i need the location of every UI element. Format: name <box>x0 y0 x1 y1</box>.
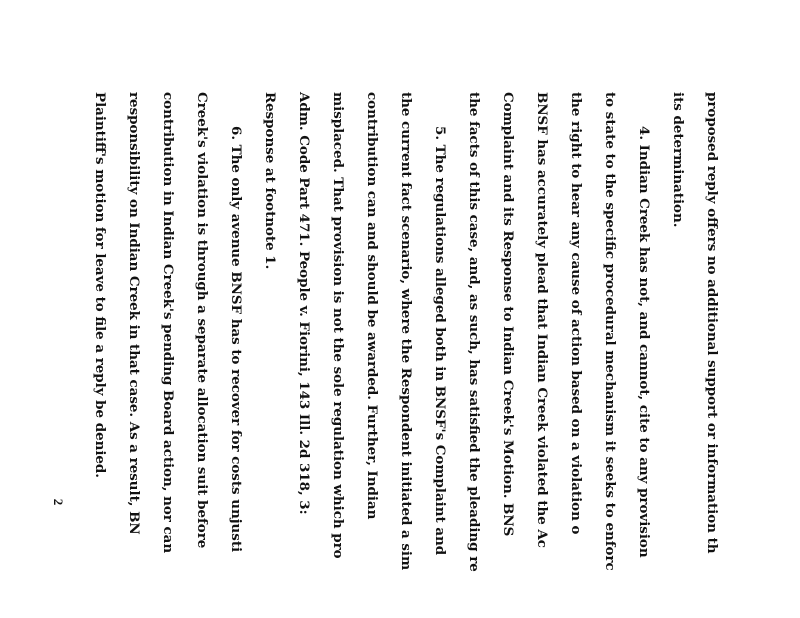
text-line: 4. Indian Creek has not, and cannot, cite to any provision <box>636 126 652 558</box>
text-line: the current fact scenario, where the Respondent initiated a sim <box>398 92 414 571</box>
text-line: Response at footnote 1. <box>262 92 278 270</box>
text-line: Complaint and its Response to Indian Creek's Motion. BNS <box>500 92 516 537</box>
text-line: Creek's violation is through a separate allocation suit before <box>194 92 210 549</box>
text-line: proposed reply offers no additional support or information th <box>704 92 720 554</box>
text-line: BNSF has accurately plead that Indian Creek violated the Ac <box>534 92 550 548</box>
text-line: contribution can and should be awarded. Further, Indian <box>364 92 380 520</box>
text-line: 5. The regulations alleged both in BNSF's Complaint and <box>432 126 448 556</box>
text-line: responsibility on Indian Creek in that case. As a result, BN <box>126 92 142 535</box>
text-line: to state to the specific procedural mechanism it seeks to enforc <box>602 92 618 571</box>
text-line: 6. The only avenue BNSF has to recover for costs unjusti <box>228 126 244 553</box>
text-line: Adm. Code Part 471. People v. Fiorini, 143 Ill. 2d 318, 3: <box>296 92 312 515</box>
text-line: contribution in Indian Creek's pending Board action, nor can <box>160 92 176 554</box>
text-line: its determination. <box>670 92 686 228</box>
text-line: Plaintiff's motion for leave to file a reply be denied. <box>92 92 108 478</box>
page-number: 2 <box>51 498 66 506</box>
text-line: misplaced. That provision is not the sole regulation which pro <box>330 92 346 559</box>
text-line: the facts of this case, and, as such, has satisfied the pleading re <box>466 92 482 572</box>
text-line: the right to hear any cause of action based on a violation o <box>568 92 584 535</box>
rotated-text-block <box>92 92 720 618</box>
